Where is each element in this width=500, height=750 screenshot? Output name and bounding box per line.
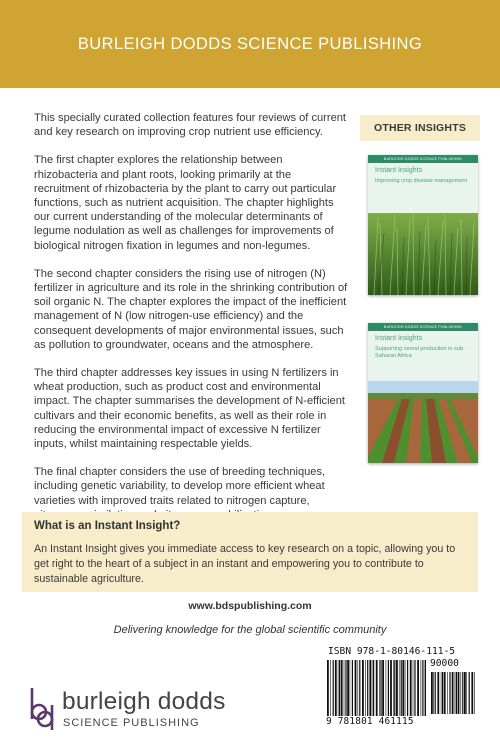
book-series: Instant Insights [375, 167, 423, 174]
publisher-title: BURLEIGH DODDS SCIENCE PUBLISHING [77, 34, 423, 53]
barcode-icon [326, 660, 426, 716]
insight-question: What is an Instant Insight? [34, 520, 181, 532]
price-barcode-icon [430, 672, 476, 714]
instant-insight-box [22, 512, 478, 592]
book-cover-crop-disease[interactable] [368, 155, 478, 295]
paragraph-chapter-3: The third chapter addresses key issues in using N fertilizers in wheat production, such as product cost and environmental impact. The chapter summarises the development of N-efficient cultivars and their economic benefits, as well as their role in reducing the environmental impact of excessive N fertilizer inputs, whilst maintaining respectable yields. [34, 367, 345, 451]
book-cover-cereal-production[interactable] [368, 323, 478, 463]
bd-logo-icon [26, 685, 58, 731]
wheat-field-image [368, 213, 478, 295]
other-insights-panel [360, 115, 480, 141]
book-series: Instant Insights [375, 335, 423, 342]
logo-wordmark: burleigh dodds [62, 688, 226, 715]
paragraph-intro: This specially curated collection features four reviews of current and key research on improving crop nutrient use efficiency. [34, 112, 346, 139]
paragraph-chapter-1: The first chapter explores the relationship between rhizobacteria and plant roots, looking primarily at the recruitment of rhizobacteria by the plant to carry out particular functions, such as nutrient acquisition. The chapter highlights our current understanding of the molecular determinants of legume nodulation as well as challenges for improvements of biological nitrogen fixation in legumes and non-legumes. [34, 154, 337, 252]
tagline: Delivering knowledge for the global scientific community [113, 624, 387, 636]
other-insights-label: OTHER INSIGHTS [360, 115, 480, 141]
field-rows-image [368, 381, 478, 463]
paragraph-chapter-2: The second chapter considers the rising use of nitrogen (N) fertilizer in agriculture and its role in the shrinking contribution of soil organic N. The chapter explores the impact of the inefficient management of N (low nitrogen-use efficiency) and the consequent developments of major environmental issues, such as pollution to groundwater, oceans and the atmosphere. [34, 267, 348, 351]
paragraph-chapter-4: The final chapter considers the use of breeding techniques, including genetic variability, to develop more efficient wheat varieties with improved traits related to nitrogen capture, [34, 466, 326, 507]
header-banner [0, 0, 500, 88]
isbn-number: ISBN 978-1-80146-111-5 [328, 646, 456, 657]
book-title: Supporting cereal production in sub-Saharan Africa [375, 346, 465, 359]
insight-answer: An Instant Insight gives you immediate access to key research on a topic, allowing you to get right to the heart of a subject in an instant and empowering you to contribute to sustainable agriculture. [34, 543, 456, 585]
book-title: Improving crop disease management [375, 178, 468, 184]
website-link[interactable]: www.bdspublishing.com [188, 600, 312, 612]
price-code: 90000 [430, 658, 459, 669]
description-text [34, 111, 348, 536]
book-publisher: BURLEIGH DODDS SCIENCE PUBLISHING [384, 157, 462, 161]
book-publisher: BURLEIGH DODDS SCIENCE PUBLISHING [384, 325, 462, 329]
barcode-digits: 9 781801 461115 [326, 716, 414, 727]
logo-subtitle: SCIENCE PUBLISHING [63, 717, 200, 729]
